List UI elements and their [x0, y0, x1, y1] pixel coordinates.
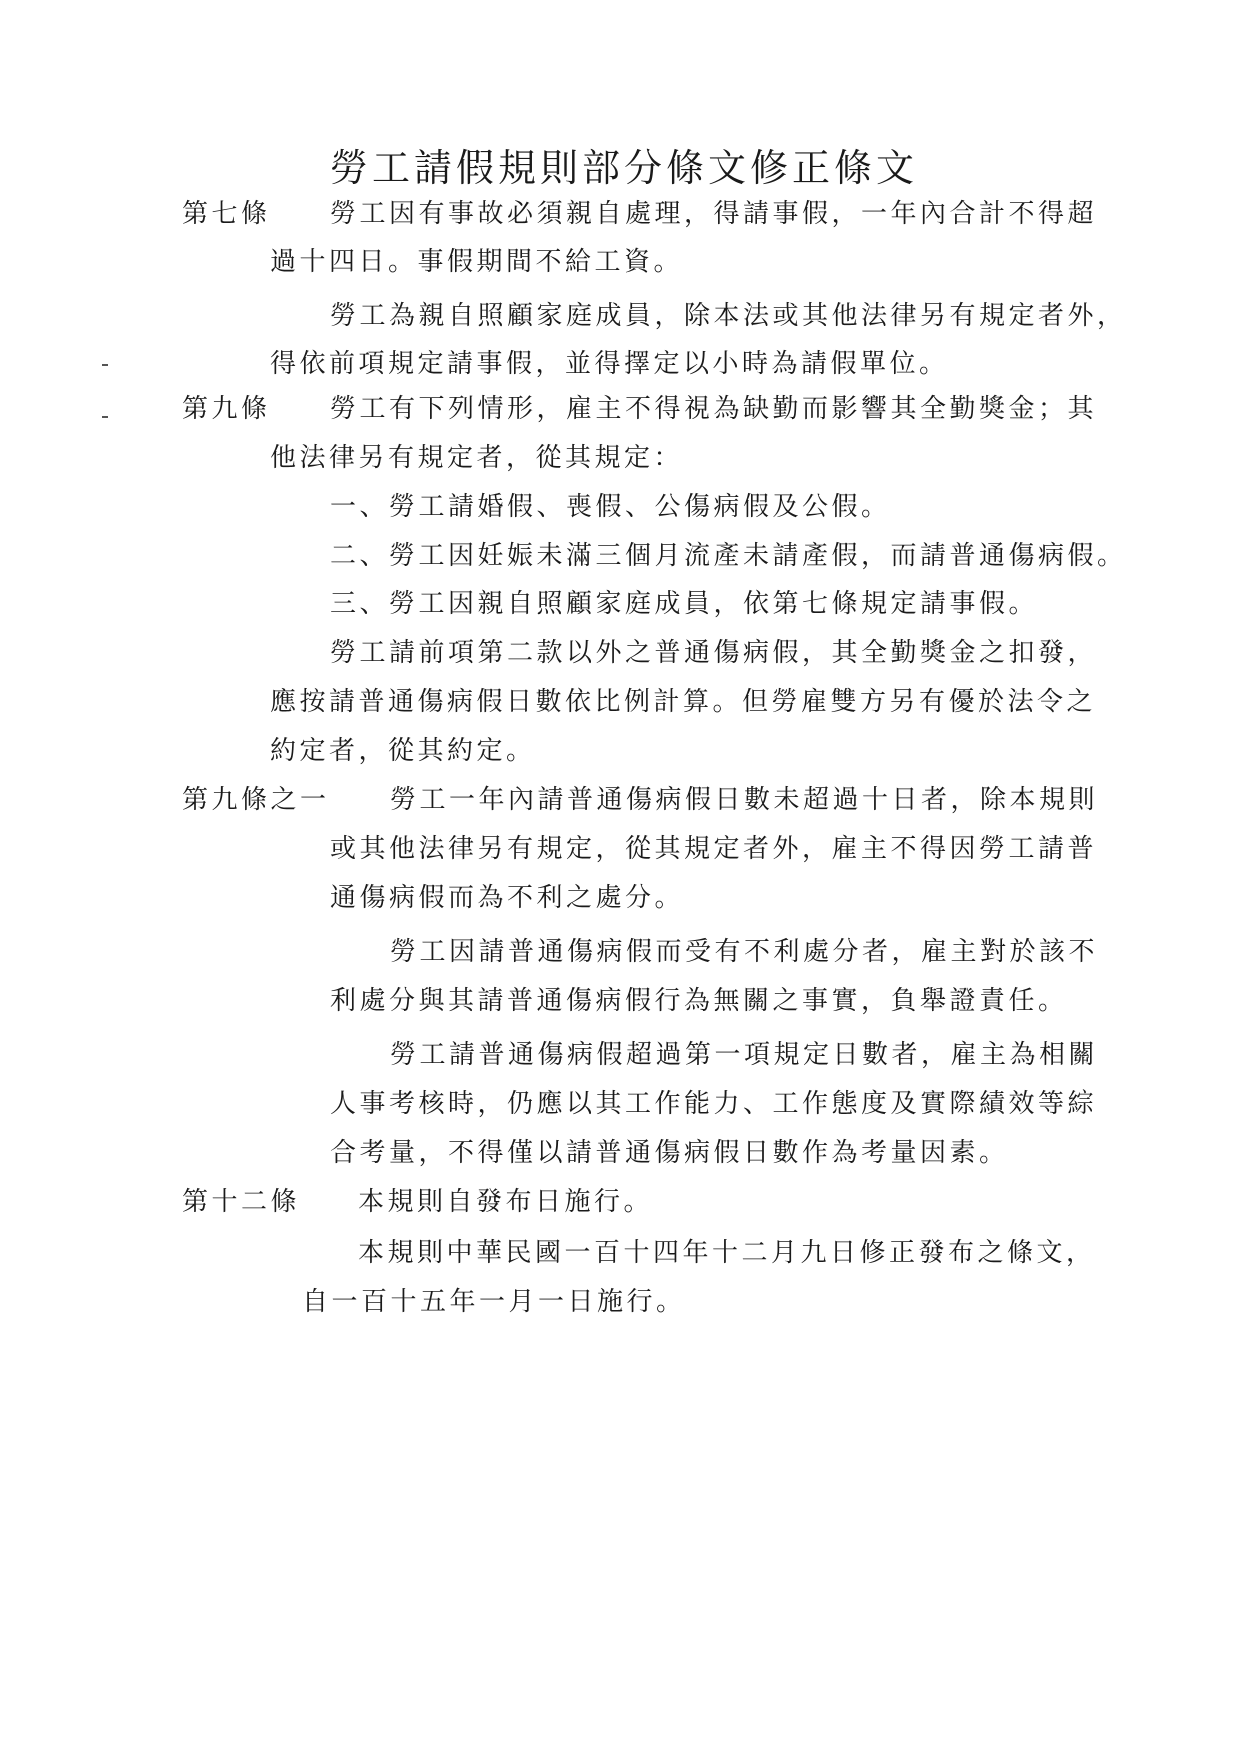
article-9-line: 勞工請前項第二款以外之普通傷病假，其全勤獎金之扣發，	[330, 638, 1098, 668]
article-12-label: 第十二條	[182, 1187, 301, 1217]
article-9-line: 應按請普通傷病假日數依比例計算。但勞雇雙方另有優於法令之	[270, 687, 1097, 717]
article-9-line: 勞工有下列情形，雇主不得視為缺勤而影響其全勤獎金；其	[330, 394, 1098, 424]
article-9-1-line: 通傷病假而為不利之處分。	[330, 883, 685, 913]
article-9-1-label: 第九條之一	[182, 785, 330, 815]
article-7-line: 過十四日。事假期間不給工資。	[270, 247, 684, 277]
scan-mark	[102, 416, 108, 418]
article-9-line: 他法律另有規定者，從其規定：	[270, 443, 684, 473]
article-9-1-line: 或其他法律另有規定，從其規定者外，雇主不得因勞工請普	[330, 834, 1098, 864]
article-9-1-line: 利處分與其請普通傷病假行為無關之事實，負舉證責任。	[330, 986, 1068, 1016]
article-9-1-line: 勞工請普通傷病假超過第一項規定日數者，雇主為相關	[390, 1040, 1099, 1070]
article-9-item: 一、勞工請婚假、喪假、公傷病假及公假。	[330, 492, 891, 522]
article-9-line: 約定者，從其約定。	[270, 736, 536, 766]
article-9-1-line: 合考量，不得僅以請普通傷病假日數作為考量因素。	[330, 1138, 1009, 1168]
article-7-label: 第七條	[182, 199, 271, 229]
article-9-item: 二、勞工因妊娠未滿三個月流產未請產假，而請普通傷病假。	[330, 541, 1127, 571]
article-12-line: 自一百十五年一月一日施行。	[302, 1287, 686, 1317]
scan-mark	[102, 364, 108, 366]
article-7-line: 勞工為親自照顧家庭成員，除本法或其他法律另有規定者外，	[330, 301, 1127, 331]
article-9-1-line: 勞工因請普通傷病假而受有不利處分者，雇主對於該不	[390, 937, 1099, 967]
article-9-1-line: 人事考核時，仍應以其工作能力、工作態度及實際績效等綜	[330, 1089, 1098, 1119]
article-7-line: 得依前項規定請事假，並得擇定以小時為請假單位。	[270, 349, 949, 379]
document-title: 勞工請假規則部分條文修正條文	[330, 146, 919, 190]
article-9-label: 第九條	[182, 394, 271, 424]
article-9-item: 三、勞工因親自照顧家庭成員，依第七條規定請事假。	[330, 589, 1039, 619]
article-12-line: 本規則自發布日施行。	[358, 1187, 654, 1217]
article-12-line: 本規則中華民國一百十四年十二月九日修正發布之條文，	[358, 1238, 1096, 1268]
article-7-line: 勞工因有事故必須親自處理，得請事假，一年內合計不得超	[330, 199, 1098, 229]
article-9-1-line: 勞工一年內請普通傷病假日數未超過十日者，除本規則	[390, 785, 1099, 815]
